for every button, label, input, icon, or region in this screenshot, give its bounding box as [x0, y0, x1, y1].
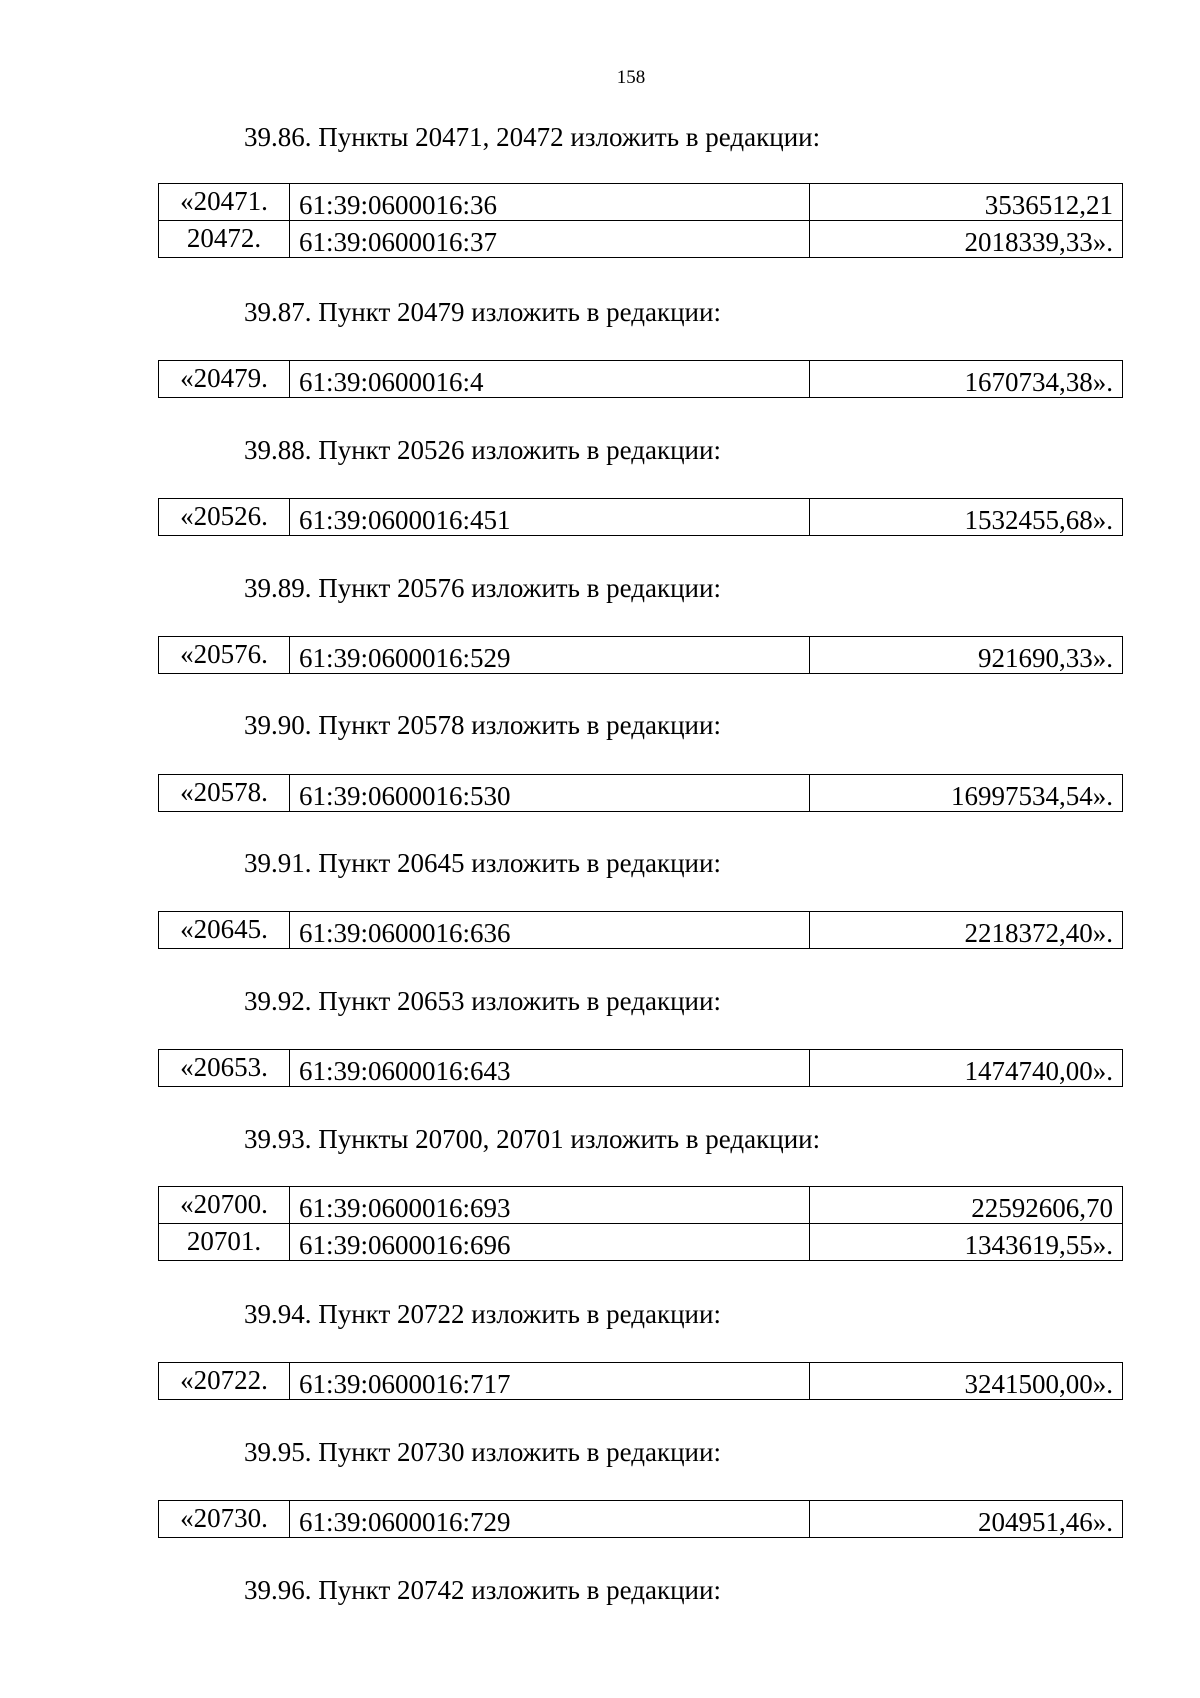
item-number: «20578. [159, 775, 290, 812]
cadastral-value: 1343619,55». [810, 1224, 1123, 1261]
section-heading: 39.89. Пункт 20576 изложить в редакции: [244, 573, 721, 603]
cadastral-number: 61:39:0600016:729 [290, 1501, 810, 1538]
table-row [159, 361, 1123, 398]
cadastral-number: 61:39:0600016:636 [290, 912, 810, 949]
cadastral-number: 61:39:0600016:693 [290, 1187, 810, 1224]
cadastral-value: 921690,33». [810, 637, 1123, 674]
entry-table [158, 1049, 1123, 1087]
cadastral-number: 61:39:0600016:530 [290, 775, 810, 812]
item-number: «20526. [159, 499, 290, 536]
section-heading: 39.90. Пункт 20578 изложить в редакции: [244, 710, 721, 740]
item-number: «20576. [159, 637, 290, 674]
section-heading: 39.93. Пункты 20700, 20701 изложить в редакции: [244, 1124, 821, 1154]
cadastral-number: 61:39:0600016:717 [290, 1363, 810, 1400]
table-row [159, 775, 1123, 812]
entry-table [158, 1500, 1123, 1538]
table-row [159, 499, 1123, 536]
section-heading: 39.96. Пункт 20742 изложить в редакции: [244, 1575, 721, 1605]
item-number: 20701. [159, 1224, 290, 1261]
cadastral-number: 61:39:0600016:37 [290, 221, 810, 258]
table-row [159, 1050, 1123, 1087]
cadastral-value: 1670734,38». [810, 361, 1123, 398]
cadastral-value: 22592606,70 [810, 1187, 1123, 1224]
cadastral-value: 2018339,33». [810, 221, 1123, 258]
section-heading: 39.92. Пункт 20653 изложить в редакции: [244, 986, 721, 1016]
cadastral-value: 2218372,40». [810, 912, 1123, 949]
item-number: «20653. [159, 1050, 290, 1087]
entry-table [158, 1186, 1123, 1261]
cadastral-value: 3536512,21 [810, 184, 1123, 221]
section-heading: 39.87. Пункт 20479 изложить в редакции: [244, 297, 721, 327]
entry-table [158, 911, 1123, 949]
entry-table [158, 498, 1123, 536]
table-row [159, 1363, 1123, 1400]
cadastral-value: 16997534,54». [810, 775, 1123, 812]
cadastral-value: 1474740,00». [810, 1050, 1123, 1087]
table-row [159, 184, 1123, 221]
section-heading: 39.86. Пункты 20471, 20472 изложить в редакции: [244, 122, 821, 152]
table-row [159, 637, 1123, 674]
table-row [159, 1187, 1123, 1224]
entry-table [158, 774, 1123, 812]
entry-table [158, 360, 1123, 398]
section-heading: 39.91. Пункт 20645 изложить в редакции: [244, 848, 721, 878]
cadastral-number: 61:39:0600016:4 [290, 361, 810, 398]
entry-table [158, 183, 1123, 258]
table-row [159, 1224, 1123, 1261]
table-row [159, 912, 1123, 949]
table-row [159, 1501, 1123, 1538]
page-number: 158 [616, 67, 646, 88]
table-row [159, 221, 1123, 258]
entry-table [158, 636, 1123, 674]
item-number: «20645. [159, 912, 290, 949]
section-heading: 39.94. Пункт 20722 изложить в редакции: [244, 1299, 721, 1329]
cadastral-value: 1532455,68». [810, 499, 1123, 536]
cadastral-number: 61:39:0600016:529 [290, 637, 810, 674]
item-number: 20472. [159, 221, 290, 258]
item-number: «20479. [159, 361, 290, 398]
entry-table [158, 1362, 1123, 1400]
cadastral-number: 61:39:0600016:643 [290, 1050, 810, 1087]
item-number: «20471. [159, 184, 290, 221]
item-number: «20730. [159, 1501, 290, 1538]
item-number: «20722. [159, 1363, 290, 1400]
cadastral-number: 61:39:0600016:696 [290, 1224, 810, 1261]
section-heading: 39.95. Пункт 20730 изложить в редакции: [244, 1437, 721, 1467]
cadastral-number: 61:39:0600016:36 [290, 184, 810, 221]
cadastral-number: 61:39:0600016:451 [290, 499, 810, 536]
section-heading: 39.88. Пункт 20526 изложить в редакции: [244, 435, 721, 465]
cadastral-value: 204951,46». [810, 1501, 1123, 1538]
cadastral-value: 3241500,00». [810, 1363, 1123, 1400]
item-number: «20700. [159, 1187, 290, 1224]
